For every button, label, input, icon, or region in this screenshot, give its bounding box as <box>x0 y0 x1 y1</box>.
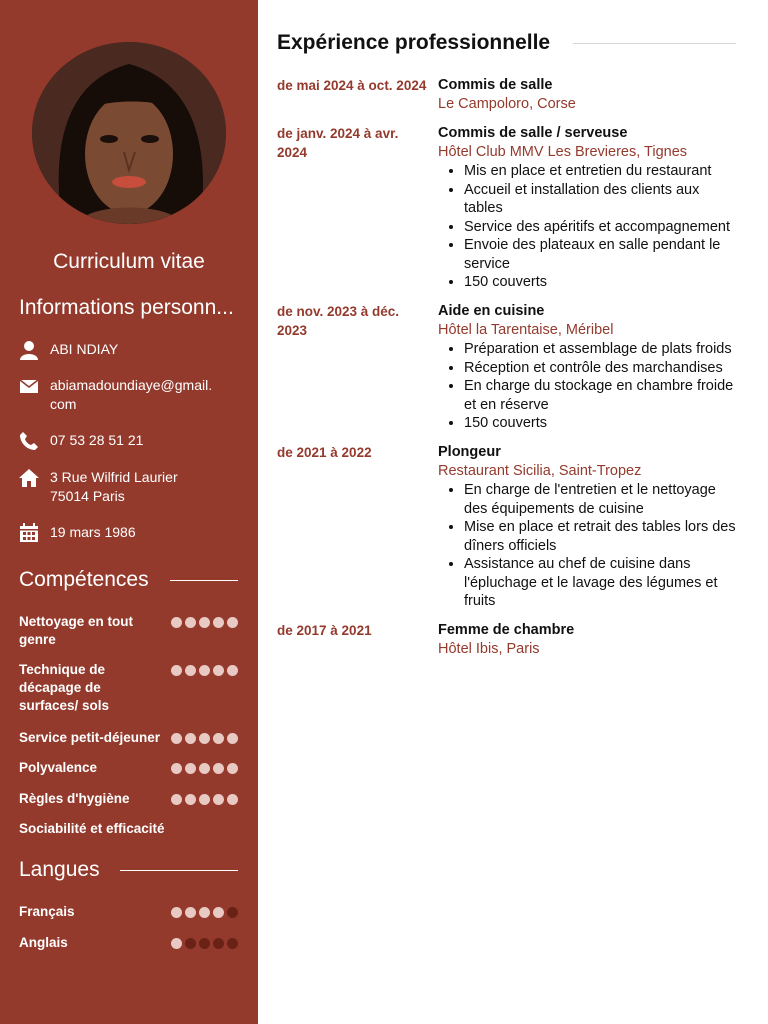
rating-dot <box>185 733 196 744</box>
rating-dot <box>171 763 182 774</box>
rating-dot <box>213 907 224 918</box>
skill-name: Sociabilité et efficacité <box>19 821 165 836</box>
phone-text: 07 53 28 51 21 <box>50 432 144 448</box>
job-place: Le Campoloro, Corse <box>438 96 576 112</box>
skill-rating <box>171 665 238 676</box>
experience-title: Expérience professionnelle <box>277 31 551 54</box>
rating-dot <box>185 907 196 918</box>
language-name: Français <box>19 904 75 919</box>
home-icon <box>19 468 39 488</box>
rating-dot <box>171 794 182 805</box>
rating-dot <box>171 665 182 676</box>
task-list <box>438 481 737 611</box>
info-phone <box>19 431 244 451</box>
birthdate-text: 19 mars 1986 <box>50 524 136 540</box>
language-rating <box>171 938 238 949</box>
task-item: • En charge de l'entretien et le nettoyage des équipements de cuisine <box>464 481 737 518</box>
skill-name: Technique de décapage de surfaces/ sols <box>19 662 110 713</box>
skill-rating <box>171 794 238 805</box>
email-line-2: com <box>50 396 77 412</box>
rating-dot <box>227 617 238 628</box>
task-list <box>438 162 737 292</box>
job-title: Aide en cuisine <box>438 303 545 319</box>
address-line-2: 75014 Paris <box>50 488 125 504</box>
skill-rating <box>171 617 238 628</box>
job-place: Hôtel Club MMV Les Brevieres, Tignes <box>438 144 688 160</box>
rating-dot <box>171 907 182 918</box>
job-title: Commis de salle / serveuse <box>438 125 628 141</box>
experience-title-divider <box>573 43 736 44</box>
task-item: • Accueil et installation des clients aux tables <box>464 181 737 218</box>
job-title: Plongeur <box>438 444 501 460</box>
rating-dot <box>185 665 196 676</box>
rating-dot <box>227 733 238 744</box>
job-place: Hôtel Ibis, Paris <box>438 641 540 657</box>
envelope-icon <box>19 376 39 396</box>
email-line-1: abiamadoundiaye@gmail. <box>50 377 213 393</box>
rating-dot <box>213 665 224 676</box>
rating-dot <box>199 794 210 805</box>
rating-dot <box>171 938 182 949</box>
info-birthdate <box>19 523 244 543</box>
info-address <box>19 468 244 506</box>
name-text: ABI NDIAY <box>50 341 119 357</box>
job-title: Femme de chambre <box>438 622 575 638</box>
profile-photo-image <box>32 42 226 224</box>
cv-title: Curriculum vitae <box>53 250 205 273</box>
info-name <box>19 340 244 360</box>
calendar-icon <box>19 523 39 543</box>
rating-dot <box>213 794 224 805</box>
task-item: • Préparation et assemblage de plats froids <box>464 340 737 359</box>
skill-rating <box>171 763 238 774</box>
sidebar <box>0 0 258 1024</box>
rating-dot <box>185 794 196 805</box>
skill-name: Règles d'hygiène <box>19 791 130 806</box>
rating-dot <box>199 617 210 628</box>
language-rating <box>171 907 238 918</box>
rating-dot <box>185 617 196 628</box>
task-item: • Assistance au chef de cuisine dans l'épluchage et le lavage des légumes et fruits <box>464 555 737 611</box>
rating-dot <box>199 938 210 949</box>
task-item: • 150 couverts <box>464 414 737 433</box>
task-item: • 150 couverts <box>464 273 737 292</box>
rating-dot <box>227 794 238 805</box>
task-list <box>438 340 737 433</box>
skill-rating <box>171 733 238 744</box>
address-line-1: 3 Rue Wilfrid Laurier <box>50 469 178 485</box>
rating-dot <box>213 617 224 628</box>
rating-dot <box>171 617 182 628</box>
task-item: • Service des apéritifs et accompagnement <box>464 218 737 237</box>
rating-dot <box>185 938 196 949</box>
rating-dot <box>227 907 238 918</box>
rating-dot <box>227 938 238 949</box>
job-place: Hôtel la Tarentaise, Méribel <box>438 322 614 338</box>
rating-dot <box>213 733 224 744</box>
skills-title: Compétences <box>19 568 149 591</box>
task-item: • Envoie des plateaux en salle pendant le service <box>464 236 737 273</box>
job-title: Commis de salle <box>438 77 553 93</box>
skill-name: Service petit-déjeuner <box>19 730 161 745</box>
user-icon <box>19 340 39 360</box>
skill-name: Nettoyage en tout genre <box>19 614 134 647</box>
experience-date: de mai 2024 à oct. 2024 <box>277 78 427 93</box>
rating-dot <box>199 907 210 918</box>
language-name: Anglais <box>19 935 68 950</box>
skill-name: Polyvalence <box>19 760 98 775</box>
languages-title-divider <box>120 870 238 871</box>
rating-dot <box>213 763 224 774</box>
experience-date: de 2017 à 2021 <box>277 623 372 638</box>
rating-dot <box>227 665 238 676</box>
info-email <box>19 376 244 414</box>
job-place: Restaurant Sicilia, Saint-Tropez <box>438 463 642 479</box>
task-item: • Mis en place et entretien du restaurant <box>464 162 737 181</box>
experience-date: de nov. 2023 à déc. 2023 <box>277 304 400 338</box>
rating-dot <box>199 763 210 774</box>
rating-dot <box>171 733 182 744</box>
phone-icon <box>19 431 39 451</box>
rating-dot <box>199 733 210 744</box>
task-item: • Réception et contrôle des marchandises <box>464 359 737 378</box>
experience-date: de 2021 à 2022 <box>277 445 372 460</box>
rating-dot <box>199 665 210 676</box>
profile-photo <box>32 42 226 224</box>
personal-info-title: Informations personn... <box>19 296 234 319</box>
rating-dot <box>213 938 224 949</box>
task-item: • En charge du stockage en chambre froide et en réserve <box>464 377 737 414</box>
experience-date: de janv. 2024 à avr. 2024 <box>277 126 399 160</box>
rating-dot <box>185 763 196 774</box>
task-item: • Mise en place et retrait des tables lors des dîners officiels <box>464 518 737 555</box>
rating-dot <box>227 763 238 774</box>
skills-title-divider <box>170 580 238 581</box>
languages-title: Langues <box>19 858 100 881</box>
